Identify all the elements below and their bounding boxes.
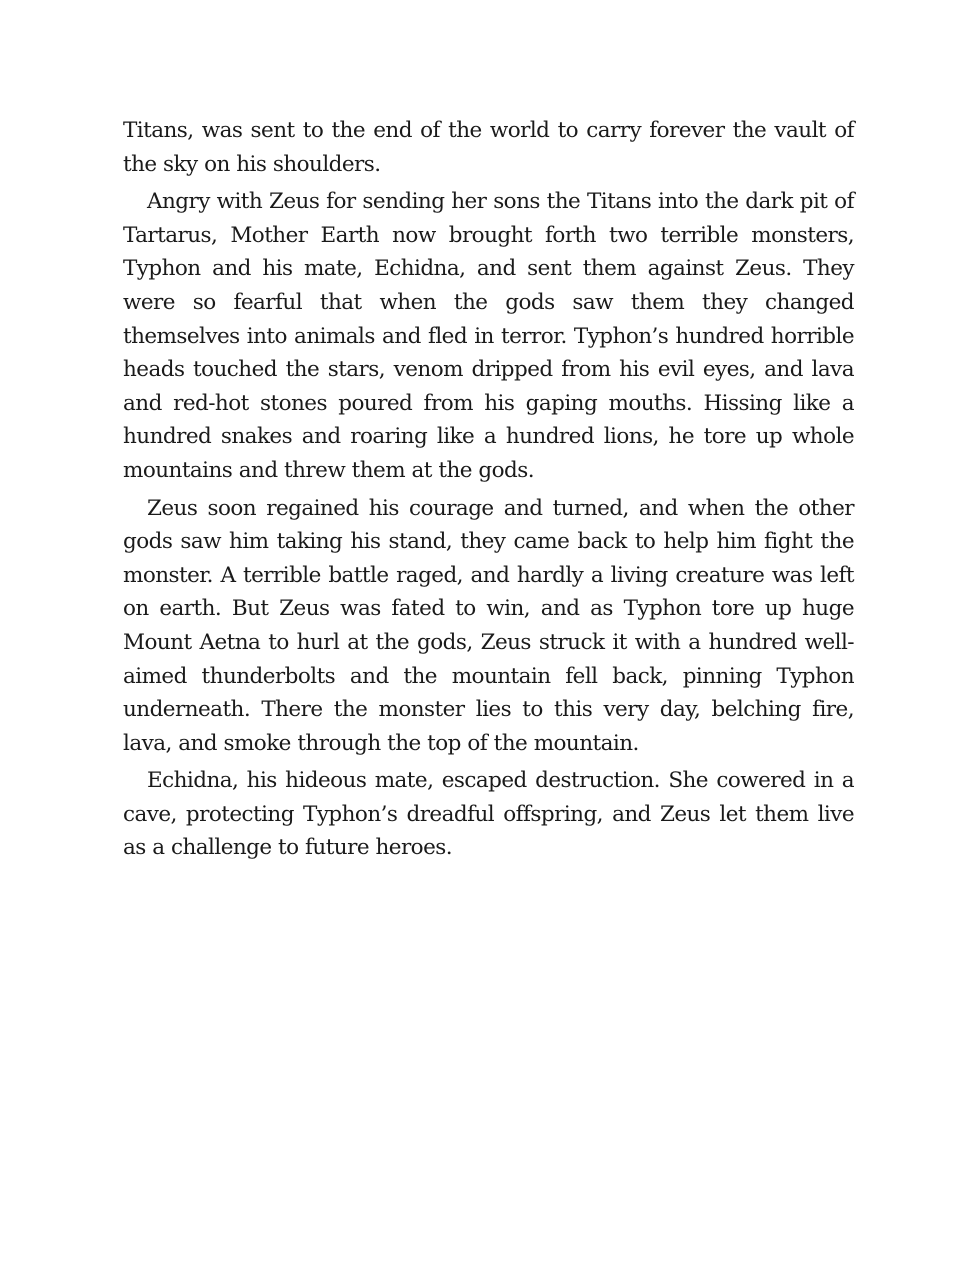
paragraph-typhon-echidna: Angry with Zeus for sending her sons the Titans into the dark pit of Tartarus, Mother Earth now brought forth two terrible monsters, Typhon and his mate, Echidna, and sent them against Zeus. They were so fearful that when the gods saw them they changed themselves into animals and fled in terror. Typhon’s hundred horrible heads touched the stars, venom dripped from his evil eyes, and lava and red-hot stones poured from his gaping mouths. Hissing like a hundred snakes and roaring like a hundred lions, he tore up whole mountains and threw them at the gods. [123,189,854,483]
paragraph-zeus-battle: Zeus soon regained his courage and turned, and when the other gods saw him taking his stand, they came back to help him fight the monster. A terrible battle raged, and hardly a living creature was left on earth. But Zeus was fated to win, and as Typhon tore up huge Mount Aetna to hurl at the gods, Zeus struck it with a hundred well-aimed thunderbolts and the mountain fell back, pinning Typhon underneath. There the monster lies to this very day, belching fire, lava, and smoke through the top of the mountain. [123,495,854,756]
page-text [123,114,854,869]
paragraph-continuation: Titans, was sent to the end of the world to carry forever the vault of the sky on his shoulders. [123,118,854,177]
paragraph-echidna-escape: Echidna, his hideous mate, escaped destruction. She cowered in a cave, protecting Typhon’s dreadful offspring, and Zeus let them live as a challenge to future heroes. [123,768,854,861]
